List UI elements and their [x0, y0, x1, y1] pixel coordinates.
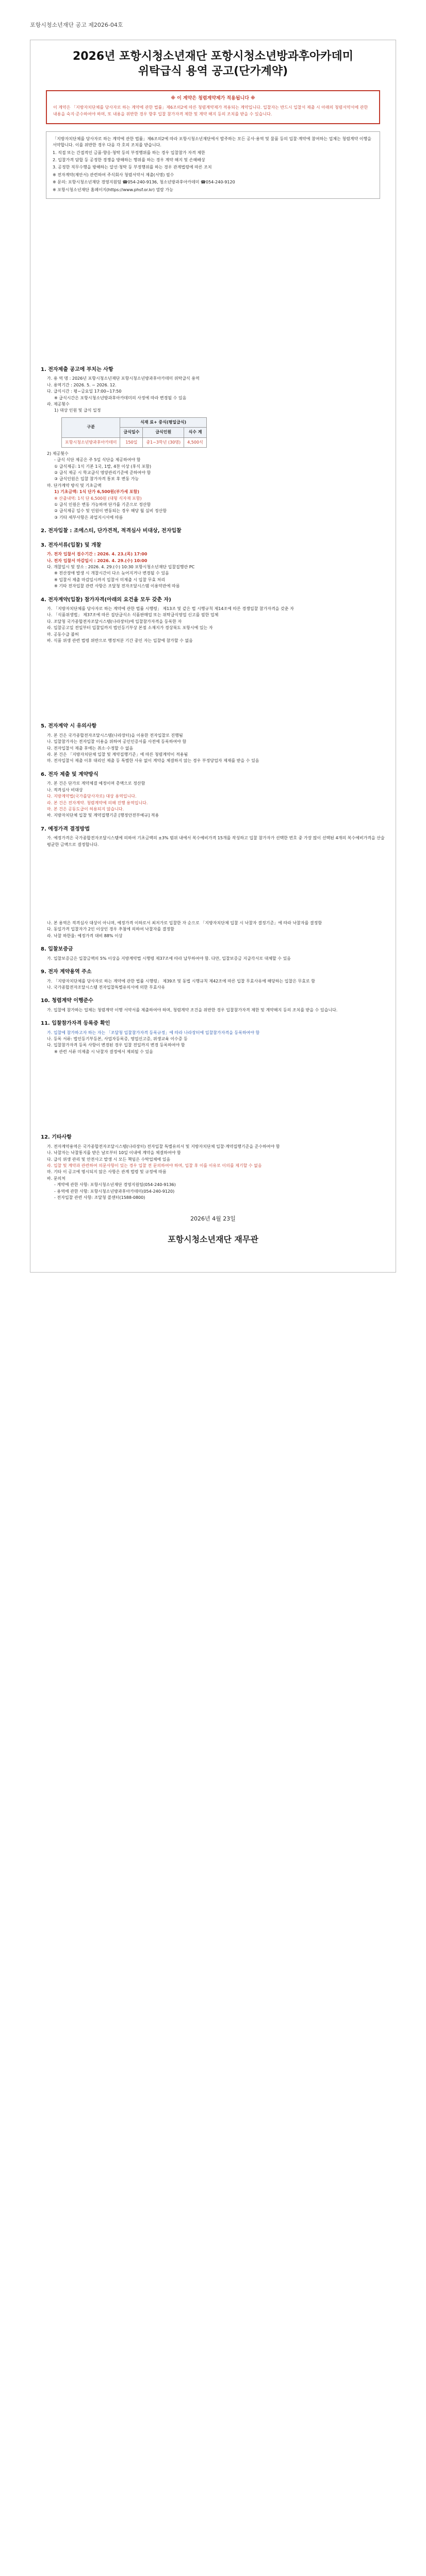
- meal-schedule-table: [61, 417, 207, 448]
- issuer-name: 포항시청소년재단 재무관: [168, 1234, 258, 1245]
- section-line: 나. 적격심사 비대상: [47, 787, 83, 792]
- section-line: 가. 전자계약용역은 국가종합전자조달시스템(나라장터) 전자입찰 특별유의서 및 지방자치단체 입찰·계약집행기준을 준수하여야 함: [47, 1144, 280, 1149]
- section-line: 가. 입찰보증금은 입찰금액의 5% 이상을 지방계약법 시행령 제37조에 따라 납부하여야 함. 다만, 입찰보증금 지급각서로 대체할 수 있음: [47, 956, 291, 961]
- section-note: ※ 기타 전자입찰 관련 사항은 조달청 전자조달시스템 이용약관에 따름: [54, 584, 180, 589]
- table-header: 급식인원: [143, 428, 184, 437]
- section-line: 바. 지방자치단체 입찰 및 계약집행기준 [행정안전부예규] 적용: [47, 813, 159, 818]
- section-line: 1) 기초금액: 1식 단가 6,500원(부가세 포함): [54, 489, 139, 495]
- table-cell: 4,500식: [184, 437, 207, 447]
- table-header: 급식일수: [120, 428, 143, 437]
- section-line: 다. 조달청 국가종합전자조달시스템(나라장터)에 입찰참가자격을 등록한 자: [47, 619, 182, 624]
- integrity-notice: [46, 90, 380, 124]
- intro-item: 3. 공정한 직무수행을 방해하는 알선·청탁 등 부정행위를 하는 경우 관계법령에 따른 조치: [53, 165, 212, 170]
- section-line: 나. 국가종합전자조달시스템 전자입찰특별유의서에 의한 무효사유: [47, 985, 166, 990]
- section-note: ※ 관련 서류 미제출 시 낙찰자 결정에서 제외될 수 있음: [54, 1049, 153, 1054]
- section-title: 12. 기타사항: [41, 1134, 72, 1141]
- blank-space: [41, 205, 385, 360]
- table-cell: 150일: [120, 437, 143, 447]
- intro-note: ※ 포항시청소년재단 홈페이지(https://www.phsf.or.kr) 열람 가능: [53, 187, 173, 192]
- table-row: [62, 437, 207, 447]
- section-line: 나. 등록 서류: 법인등기부등본, 사업자등록증, 영업신고증, 위생교육 이수증 등: [47, 1037, 188, 1042]
- intro-note: ※ 전자계약(제안서) 관련하여 주식회사 청렴서약서 제출(서명) 필수: [53, 172, 174, 177]
- section-line: 2) 제공횟수: [47, 451, 69, 456]
- section-line: 다. 급식시간 : 평~금요일 17:00~17:50: [47, 389, 122, 394]
- section-line: 가. 입찰에 참가하는 업체는 청렴계약 이행 서약서를 제출하여야 하며, 청렴계약 조건을 위반한 경우 입찰참가자격 제한 및 계약해지 등의 조치를 받을 수 있습니다.: [47, 1007, 338, 1012]
- blank-space: [41, 848, 385, 920]
- section-line: 라. 입찰 및 계약과 관련하여 의문사항이 있는 경우 입찰 전 문의하여야 하며, 입찰 후 이를 이유로 이의를 제기할 수 없음: [47, 1163, 262, 1168]
- section-line: 가. 입찰에 참가하고자 하는 자는 「조달청 입찰참가자격 등록규정」에 따라 나라장터에 입찰참가자격을 등록하여야 함: [47, 1030, 260, 1035]
- section-title: 10. 청렴계약 이행준수: [41, 998, 93, 1004]
- section-line: 가. 용 역 명 : 2026년 포항시청소년재단 포항시청소년방과후아카데미 위탁급식 용역: [47, 376, 200, 381]
- section-title: 11. 입찰참가자격 등록증 확인: [41, 1021, 110, 1027]
- announcement-date: 2026년 4월 23일: [190, 1215, 236, 1223]
- section-line: ※ 산출내역: 1식 단 6,500원 (대형 식자재 포함): [54, 496, 142, 501]
- section-line: ① 급식제공: 1식 기본 1국, 1밥, 4찬 이상 (후식 포함): [54, 464, 152, 469]
- section-line: 마. 공동수급 불허: [47, 632, 79, 637]
- section-line: 다. 전자입찰서 제출 후에는 취소·수정할 수 없음: [47, 745, 134, 751]
- section-title: 1. 전자제출 공고에 부치는 사항: [41, 366, 113, 372]
- section-line: 마. 단가계약 방식 및 기초금액: [47, 483, 102, 488]
- section-line: 라. 본 건은 전자계약. 청렴계약에 의해 진행 용역입니다.: [47, 800, 148, 805]
- section-line: 나. 낙찰자는 낙찰통지를 받은 날로부터 10일 이내에 계약을 체결하여야 함: [47, 1150, 181, 1156]
- section-line: ③ 기타 세부사항은 과업지시서에 따름: [54, 515, 123, 520]
- section-title: 3. 전자서류(입찰) 및 개찰: [41, 542, 102, 548]
- section-title: 7. 예정가격 결정방법: [41, 826, 90, 832]
- table-header: 식수 계: [184, 428, 207, 437]
- section-line: ① 급식 인원은 변동 가능하며 단가를 기준으로 정산함: [54, 502, 151, 507]
- section-title: 5. 전자계약 시 유의사항: [41, 723, 97, 730]
- section-line: 가. 전자 입찰서 접수기간 : 2026. 4. 23.(목) 17:00: [47, 552, 148, 557]
- blank-space: [41, 1055, 385, 1127]
- section-note: ※ 전산장애 발생 시 개찰시간이 다소 늦어지거나 변경될 수 있음: [54, 571, 169, 576]
- section-line: 가. 「지방자치단체를 당사자로 하는 계약에 관한 법률 시행령」 제13조 및 같은 법 시행규칙 제14조에 따른 경쟁입찰 참가자격을 갖춘 자: [47, 606, 294, 612]
- blank-space: [41, 1246, 385, 1267]
- title-line-1: 2026년 포항시청소년재단 포항시청소년방과후아카데미: [72, 50, 354, 63]
- section-line: 라. 낙찰 하한율: 예정가격 대비 88% 이상: [47, 933, 123, 938]
- section-title: 9. 전자 계약용역 주소: [41, 969, 92, 975]
- contact-line: - 용역에 관한 사항: 포항시청소년방과후아카데미(054-240-9120): [54, 1189, 175, 1194]
- intro-note: ※ 문의: 포항시청소년재단 경영지원팀 ☎054-240-9136, 청소년방과후아카데미 ☎054-240-9120: [53, 180, 235, 185]
- section-title: 4. 전자계약(입찰) 참가자격(아래의 요건을 모두 갖춘 자): [41, 597, 171, 603]
- section-line: 바. 식품 위생 관련 법령 위반으로 행정처분 기간 중인 자는 입찰에 참가할 수 없음: [47, 638, 193, 643]
- section-line: 마. 전자입찰서 제출 이후 대리인 제출 등 특별한 사유 없이 계약을 체결하지 않는 경우 부정당업자 제재를 받을 수 있음: [47, 758, 259, 764]
- section-line: 가. 본 건은 국가종합전자조달시스템(나라장터)을 이용한 전자입찰로 진행됨: [47, 733, 183, 738]
- section-line: 나. 전자 입찰서 마감일시 : 2026. 4. 29.(수) 10:00: [47, 558, 148, 563]
- table-header: 식재 료+ 중식(평일급식): [120, 417, 206, 427]
- section-title: 8. 입찰보증금: [41, 946, 73, 953]
- table-header: 구분: [62, 417, 120, 437]
- section-line: 다. 동일가격 입찰자가 2인 이상인 경우 추첨에 의하여 낙찰자를 결정함: [47, 927, 174, 932]
- notice-body: 이 계약은 「지방자치단체를 당사자로 하는 계약에 관한 법률」제6조의2에 따른 청렴계약제가 적용되는 계약입니다. 입찰자는 반드시 입찰서 제출 시 아래의 청렴서약서에 관한 내용을 숙지·준수하여야 하며, 또 내용을 위반한 경우 향후 입찰 참가자격 제한 및 계약 해지 등의 조치를 받을 수 있습니다.: [53, 105, 368, 116]
- section-line: - 급식 식단 제공은 주 5일 식단을 제공하여야 함: [54, 457, 141, 463]
- section-line: 라. 입찰공고일 전일부터 입찰일까지 법인등기부상 본점 소재지가 경상북도 포항시에 있는 자: [47, 625, 213, 631]
- section-line: 1) 대상 인원 및 급식 일정: [54, 408, 101, 413]
- section-line: 가. 예정가격은 국가종합전자조달시스템에 의하여 기초금액의 ±3% 범위 내에서 복수예비가격 15개를 작성하고 입찰 참가자가 선택한 번호 중 가장 많이 선택된 4개의 복수예비가격을 산술평균한 금액으로 결정합니다.: [47, 836, 385, 847]
- section-line: 다. 개찰일시 및 장소 : 2026. 4. 29.(수) 10:30 포항시청소년재단 입찰집행관 PC: [47, 564, 195, 569]
- section-line: 가. 「지방자치단체를 당사자로 하는 계약에 관한 법률 시행령」 제39조 및 동법 시행규칙 제42조에 따른 입찰 무효사유에 해당하는 입찰은 무효로 함: [47, 978, 315, 984]
- intro-box: [46, 131, 380, 199]
- section-line: 마. 본 건은 공동도급이 허용되지 않습니다.: [47, 806, 124, 811]
- document-number: 포항시청소년재단 공고 제2026-04호: [30, 22, 123, 28]
- contact-line: - 전자입찰 관련 사항: 조달청 콜센터(1588-0800): [54, 1195, 145, 1200]
- section-line: 바. 문의처: [47, 1176, 65, 1181]
- section-note: ※ 입찰서 제출 마감일시까지 입찰서 미제출 시 입찰 무효 처리: [54, 577, 166, 582]
- blank-space: [41, 644, 385, 716]
- section-line: ② 급식제공 일수 및 인원이 변동되는 경우 해당 월 실비 정산함: [54, 509, 167, 514]
- intro-paragraph: 「지방자치단체를 당사자로 하는 계약에 관한 법률」제6조의2에 따라 포항시청소년재단에서 발주하는 모든 공사·용역 및 물품 등의 입찰·계약에 참여하는 업체는 청렴계약 이행을 서약합니다. 이를 위반한 경우 다음 각 호의 조치를 받습니다.: [53, 136, 371, 148]
- section-line: 라. 본 건은 「지방자치단체 입찰 및 계약집행기준」에 따른 청렴계약이 적용됨: [47, 752, 188, 757]
- section-line: 라. 제공횟수: [47, 401, 70, 406]
- section-line: 다. 급식 위생 관리 및 안전사고 발생 시 모든 책임은 수탁업체에 있음: [47, 1157, 171, 1162]
- intro-item: 1. 직접 또는 간접적인 금품·향응·청탁 등의 부정행위를 하는 경우 입찰참가 자격 제한: [53, 150, 205, 155]
- contact-line: - 계약에 관한 사항: 포항시청소년재단 경영지원팀(054-240-9136): [54, 1182, 176, 1188]
- title-line-2: 위탁급식 용역 공고(단가계약): [138, 64, 288, 78]
- section-line: ② 급식 제공 시 학교급식 영양관리기준에 준하여야 함: [54, 470, 151, 476]
- section-line: 다. 지방계약법(국가를당사자로) 대상 용역입니다.: [47, 794, 137, 799]
- section-line: 다. 입찰참가자격 등록 사항이 변경된 경우 입찰 전일까지 변경 등록하여야 함: [47, 1043, 185, 1048]
- section-line: 가. 본 건은 단가로 계약체결 예정이며 총액으로 정산함: [47, 781, 145, 786]
- section-line: 나. 용역기간 : 2026. 5. ~ 2026. 12.: [47, 382, 117, 387]
- announcement-frame: [30, 40, 396, 1273]
- intro-item: 2. 입찰가격 담합 등 공정한 경쟁을 방해하는 행위를 하는 경우 계약 해지 및 손해배상: [53, 157, 205, 162]
- section-line: ③ 급식인원은 입찰 참가자격 통보 후 변동 가능: [54, 477, 139, 482]
- section-line: 나. 본 용역은 적격심사 대상이 아니며, 예정가격 이하로서 최저가로 입찰한 자 순으로 「지방자치단체 입찰 시 낙찰자 결정기준」에 따라 낙찰자를 결정함: [47, 920, 322, 925]
- section-line: 나. 입찰참가자는 전자입찰 이용을 위하여 공인인증서를 사전에 등록하여야 함: [47, 739, 187, 744]
- table-cell: 중1~3학년 (30명): [143, 437, 184, 447]
- notice-heading: ※ 이 계약은 청렴계약제가 적용됩니다 ※: [171, 96, 255, 101]
- section-line: 마. 기타 이 공고에 명시되지 않은 사항은 관계 법령 및 규정에 따름: [47, 1170, 167, 1175]
- section-note: ※ 급식시간은 포항시청소년방과후아카데미의 사정에 따라 변경될 수 있음: [54, 395, 187, 400]
- section-line: 나. 「식품위생법」 제37조에 따른 집단급식소 식품판매업 또는 위탁급식영업 신고를 필한 업체: [47, 613, 219, 618]
- table-cell: 포항시청소년방과후아카데미: [62, 437, 120, 447]
- section-title: 2. 전자입찰 : 조에스티, 단가견적, 적격심사 비대상, 전자입찰: [41, 528, 182, 534]
- section-title: 6. 전자 제출 및 계약방식: [41, 771, 99, 777]
